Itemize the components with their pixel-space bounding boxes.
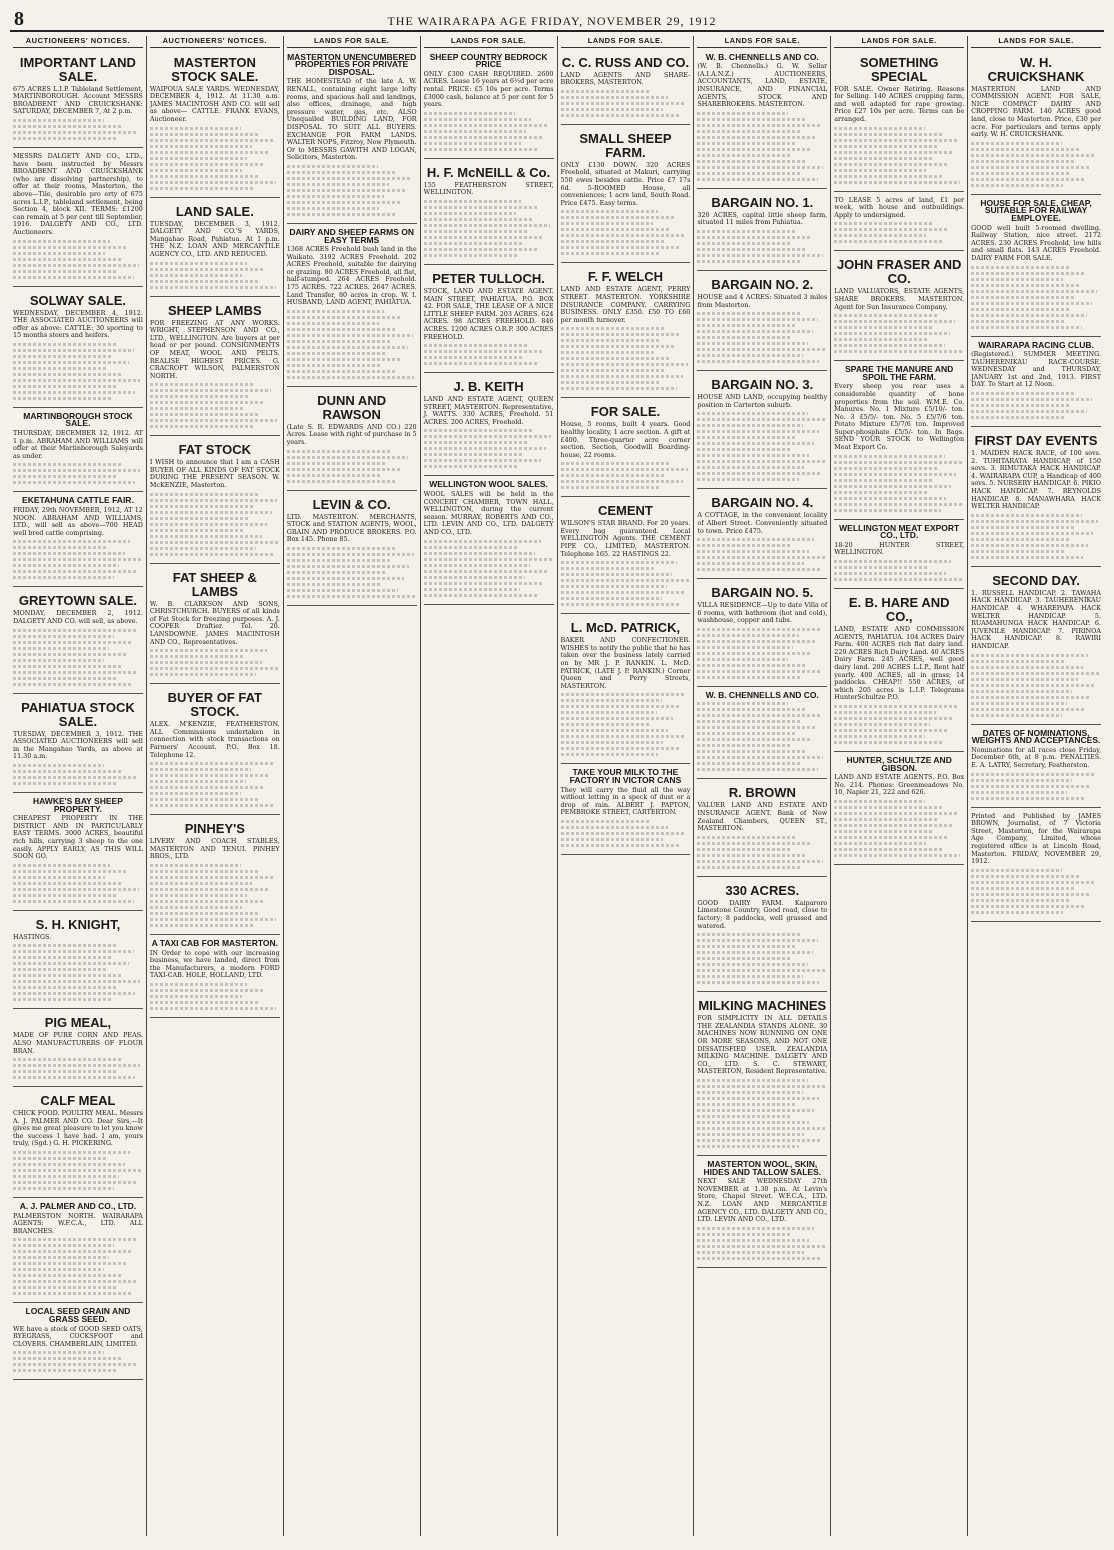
advertisement — [561, 499, 691, 614]
text-lines — [697, 836, 827, 869]
advertisement — [697, 51, 827, 189]
text-lines — [150, 864, 280, 927]
ad-body: MASTERTON LAND AND COMMISSION AGENT. FOR SALE, NICE COMPACT DAIRY AND CROPPING FARM. 140 ACRES good land, close to Masterton. Price, £30 per acre. For particulars and terms apply early. W. H. CRUICKSHANK. — [971, 84, 1101, 139]
advertisement — [13, 696, 143, 793]
advertisement — [697, 994, 827, 1156]
ad-body: BAKER AND CONFECTIONER. WISHES to notify the public that he has taken over the business lately carried on by MR J. P. RANKIN. L. McD. PATRICK, (LATE J. P. RANKIN.) Corner Queen and Perry Streets, MASTERTON. — [560, 636, 691, 690]
text-lines — [13, 540, 143, 579]
text-lines — [13, 764, 143, 785]
text-lines — [697, 230, 827, 263]
ad-body: ONLY £300 CASH REQUIRED. 2600 ACRES. Lease 16 years at 6½d per acre rental. PRICE: £5 10s per acre. Terms £3000 cash, balance at 5 per cent for 5 years. — [423, 69, 554, 109]
ad-title: BARGAIN NO. 5. — [711, 585, 814, 601]
advertisement — [13, 1011, 143, 1087]
column-1 — [10, 36, 147, 1536]
text-lines — [971, 869, 1101, 914]
page-number: 8 — [14, 8, 24, 30]
ad-body: ONLY £130 DOWN. 320 ACRES Freehold, situated at Makuri, carrying 550 ewes besides cattle. Price £7 17s 6d. 5-ROOMED House, all conveniences; 1 acre land, South Road. Price £475. Easy terms. — [560, 160, 691, 207]
ad-body: A COTTAGE, in the convenient locality of Albert Street. Conveniently situated to town. Price £475. — [697, 511, 828, 535]
ad-body: GOOD well built 5-roomed dwelling. Railway Station, nice street. 2172 ACRES. 230 ACRES Freehold, low hills and small flats. 143 ACRES Freehold. DAIRY FARM FOR SALE. — [971, 223, 1101, 262]
advertisement — [424, 161, 554, 265]
advertisement — [13, 589, 143, 693]
advertisement — [13, 410, 143, 493]
text-lines — [697, 412, 827, 481]
ad-body: (W. B. Chennells.) G. W. Sellar (A.I.A.N.Z.) AUCTIONEERS, ACCOUNTANTS, LAND, ESTATE, INSURANCE, AND FINANCIAL AGENTS, STOCK AND SHAREBROKERS. MASTERTON. — [697, 62, 828, 109]
text-lines — [697, 312, 827, 363]
advertisement — [13, 1200, 143, 1303]
text-lines — [697, 538, 827, 571]
text-lines — [561, 820, 691, 847]
text-lines — [150, 383, 280, 428]
text-lines — [424, 429, 554, 468]
text-lines — [834, 222, 964, 243]
advertisement — [13, 913, 143, 1010]
ad-title: IMPORTANT LAND SALE. — [19, 54, 136, 84]
ad-body: WE have a stock of GOOD SEED OATS, RYEGRASS, COCKSFOOT and CLOVERS. CHAMBERLAIN, LIMITED. — [13, 1324, 143, 1348]
ad-title: R. BROWN — [728, 785, 796, 801]
ad-title: LOCAL SEED GRAIN AND GRASS SEED. — [25, 1306, 131, 1325]
ad-title: CALF MEAL — [40, 1093, 116, 1109]
ad-body: THURSDAY, DECEMBER 12, 1912. AT 1 p.m. ABRAHAM AND WILLIAMS will offer at their Martinborough Saleyards as under. — [13, 429, 143, 460]
ad-title: FIRST DAY EVENTS — [974, 433, 1098, 449]
ad-body: PALMERSTON NORTH. WAIRARAPA AGENTS: W.F.C.A., LTD. ALL BRANCHES. — [13, 1211, 143, 1235]
ad-body: WOOL SALES will be held in the CONCERT CHAMBER, TOWN HALL, WELLINGTON, during the current season. MURRAY, ROBERTS AND CO., LTD. LEVIN AND CO., LTD. DALGETY AND CO., LTD. — [423, 490, 554, 537]
ad-body: WEDNESDAY, DECEMBER 4, 1912. THE ASSOCIATED AUCTIONEERS will offer as above: CATTLE: 30 sporting to 15 months steers and heifers. — [13, 308, 143, 340]
column-4 — [421, 36, 558, 1536]
text-lines — [561, 693, 691, 756]
advertisement — [287, 389, 417, 491]
ad-title: PETER TULLOCH. — [432, 270, 545, 286]
ad-title: JOHN FRASER AND CO. — [836, 257, 962, 287]
text-lines — [150, 262, 280, 289]
advertisement — [834, 522, 964, 589]
ad-body: FOR SIMPLICITY IN ALL DETAILS THE ZEALANDIA STANDS ALONE. 30 MACHINES NOW RUNNING ON ONE OR MORE SEASONS, AND NOT ONE DISSATISFIED USER. ZEALANDIA MILKING MACHINE. DALGETY AND CO., LTD. S. C. STEWART, MASTERTON, Resident Representative. — [697, 1014, 828, 1076]
advertisement — [697, 273, 827, 371]
advertisement — [697, 879, 827, 992]
text-lines — [561, 561, 691, 606]
column-heading: LANDS FOR SALE. — [287, 36, 417, 48]
text-lines — [13, 343, 143, 400]
advertisement — [150, 51, 280, 198]
ad-body: THE HOMESTEAD of the late A. W. RENALL, containing eight large lofty rooms, and spacious hall and landings, also offices, drainage, and high pressure water, gas, etc. ALSO Unequalled BUILDING LAND, FOR DISPOSAL TO SUIT ALL BUYERS. EXCHANGE FOR FARM LANDS. WALTER NOPS, Fitzroy, New Plymouth. Or to MESSRS GAWITH AND LOGAN, Solicitors, Masterton. — [286, 77, 417, 162]
column-heading: LANDS FOR SALE. — [971, 36, 1101, 48]
ad-title: SOMETHING SPECIAL — [859, 54, 939, 84]
ad-title: WELLINGTON MEAT EXPORT CO., LTD. — [839, 522, 960, 541]
advertisement — [13, 1089, 143, 1198]
column-2 — [147, 36, 284, 1536]
advertisement — [561, 616, 691, 764]
ad-body: HASTINGS. — [13, 932, 52, 941]
ad-body: I WISH to announce that I am a CASH BUYER OF ALL KINDS OF FAT STOCK DURING THE PRESENT SEASON. W. McKENZIE, Masterton. — [149, 458, 280, 490]
advertisement — [971, 810, 1101, 922]
ad-title: SPARE THE MANURE AND SPOIL THE FARM. — [845, 364, 954, 382]
ad-body: MESSRS DALGETY AND CO., LTD., have been instructed by Messrs BROADBENT AND CRUICKSHANK (who are dissolving partnership), to offer at their rooms, Masterton, the above—Tile, desirable pro erty of 675 acres L.I.P., tableland settlement, being Section 4, block XII. TERMS: £1200 can remain at 5 per cent till September, 1916. DALGETY AND CO., LTD. Auctioneers. — [13, 151, 143, 236]
advertisement — [697, 689, 827, 780]
ad-body: Nominations for all races close Friday, December 6th, at 8 p.m. PENALTIES. E. A. LATRY, Secretary, Featherston. — [971, 745, 1101, 769]
advertisement — [287, 226, 417, 387]
text-lines — [424, 540, 554, 597]
ad-title: DUNN AND RAWSON — [317, 392, 387, 422]
advertisement — [150, 817, 280, 935]
ad-title: HAWKE'S BAY SHEEP PROPERTY. — [32, 795, 123, 814]
ad-body: LIVERY AND COACH STABLES, MASTERTON AND TENUI. PINHEY BROS., LTD. — [149, 837, 280, 861]
ad-body: CHICK FOOD. POULTRY MEAL. Messrs A. J. PALMER AND CO. Dear Sirs,—It gives me great pleasure to let you know the success I have had. I am, yours truly, (Sgd.) G. H. PICKERING. — [13, 1109, 143, 1148]
text-lines — [971, 142, 1101, 187]
ad-title: HOUSE FOR SALE, CHEAP, SUITABLE FOR RAILWAY EMPLOYEE. — [980, 197, 1092, 223]
advertisement — [697, 1158, 827, 1268]
ad-body: 320 ACRES, capital little sheep farm, situated 11 miles from Pahiatua. — [697, 210, 828, 227]
text-lines — [424, 112, 554, 151]
text-lines — [697, 1227, 827, 1260]
advertisement — [971, 569, 1101, 725]
text-lines — [834, 314, 964, 353]
ad-title: MASTERTON WOOL, SKIN, HIDES AND TALLOW SALES. — [703, 1158, 822, 1177]
ad-body: TUESDAY, DECEMBER 3, 1912. DALGETY AND CO.'S YARDS, Mangahao Road, Pahiatua. At 1 p.m. THE N.Z. LOAN AND MERCANTILE AGENCY CO., LTD. AND REDUCED. — [149, 219, 280, 258]
column-3 — [284, 36, 421, 1536]
ad-title: BARGAIN NO. 3. — [711, 377, 814, 393]
text-lines — [150, 762, 280, 807]
advertisement — [834, 591, 964, 752]
ad-title: TAKE YOUR MILK TO THE FACTORY IN VICTOR CANS — [569, 767, 682, 785]
ad-title: MILKING MACHINES — [698, 998, 827, 1014]
ad-body: 1368 ACRES Freehold bush land in the Waikato. 3192 ACRES Freehold. 202 ACRES Freehold, suitable for dairying or grazing. 80 ACRES Freehold, all flat, half-stumped. 264 ACRES Freehold. 175 ACRES. 722 ACRES. 2647 ACRES. Land Transfer, 80 acres in crop. W. I. HUSBAND, LAND AGENT, PAHIATUA. — [286, 245, 417, 307]
ad-title: PIG MEAL, — [44, 1015, 112, 1031]
ad-body: WILSON'S STAR BRAND. For 20 years. Every bag guaranteed. Local WELLINGTON Agents. THE CEMENT PIPE CO., LIMITED, MASTERTON. Telephone 165. 22 HASTINGS 22. — [560, 519, 691, 558]
text-lines — [287, 547, 417, 598]
ad-title: CEMENT — [597, 503, 653, 519]
column-8 — [968, 36, 1104, 1536]
columns — [10, 36, 1104, 1536]
text-lines — [697, 628, 827, 679]
ad-title: C. C. RUSS AND CO. — [561, 54, 690, 70]
ad-body: MONDAY, DECEMBER 2, 1912. DALGETY AND CO. will sell, as above. — [13, 609, 143, 625]
ad-title: MARTINBOROUGH STOCK SALE. — [23, 410, 133, 429]
text-lines — [834, 705, 964, 744]
advertisement — [424, 51, 554, 159]
advertisement — [697, 191, 827, 271]
text-lines — [561, 210, 691, 255]
advertisement — [13, 150, 143, 287]
ad-title: E. B. HARE AND CO., — [848, 595, 950, 625]
ad-title: A. J. PALMER AND CO., LTD. — [19, 1201, 137, 1212]
ad-body: LAND AND ESTATE AGENT, QUEEN STREET, MASTERTON. Representative, J. WATTS. 330 ACRES, Freehold. 51 ACRES. 200 ACRES, Freehold. — [423, 395, 554, 426]
ad-body: 1. MAIDEN HACK RACE, of 100 sovs. 2. TUHITARATA HANDICAP, of 150 sovs. 3. RIMUTAKA HACK HANDICAP. 4. WAIRARAPA CUP, a Handicap of 400 sovs. 5. NURSERY HANDICAP. 6. PIKIO HACK HANDICAP. 7. REYNOLDS HANDICAP. 8. MANAWHARA HACK WELTER HANDICAP. — [971, 449, 1101, 511]
ad-title: A TAXI CAB FOR MASTERTON. — [151, 937, 279, 948]
ad-title: LAND SALE. — [175, 203, 254, 219]
advertisement — [971, 339, 1101, 428]
ad-body: LAND AND ESTATE AGENT, PERRY STREET MASTERTON. YORKSHIRE INSURANCE COMPANY. CARRYING BUSINESS. ONLY £350. £50 TO £60 per month turnover. — [560, 285, 691, 324]
advertisement — [971, 51, 1101, 195]
advertisement — [561, 400, 691, 497]
ad-body: Every sheep you rear uses a considerable quantity of bone properties from the soil. W.M.E. Co. Manures. No. 1 Mixture £5/10/- ton. No. 3 £5/5/- ton. No. 5 £5/7/6 ton. Potato Mixture £5/7/6 ton. Improved Super-phosphate £5/5/- ton. In Bags. SEND YOUR STOCK to Wellington Meat Export Co. — [834, 382, 965, 452]
text-lines — [971, 514, 1101, 559]
column-heading: LANDS FOR SALE. — [834, 36, 964, 48]
text-lines — [561, 327, 691, 390]
text-lines — [150, 127, 280, 190]
masthead — [10, 8, 1104, 32]
ad-title: FOR SALE. — [590, 404, 661, 420]
ad-title: PINHEY'S — [184, 821, 245, 837]
ad-body: 18-20 HUNTER STREET, WELLINGTON. — [834, 540, 965, 557]
ad-title: FAT SHEEP & LAMBS — [172, 569, 257, 599]
ad-body: HOUSE AND LAND, occupying healthy position in Carterton suburb. — [697, 393, 828, 409]
text-lines — [971, 266, 1101, 329]
column-heading: LANDS FOR SALE. — [697, 36, 827, 48]
ad-body: ALEX. M'KENZIE, FEATHERSTON. ALL Commissions undertaken in connection with stock transactions on Farmers' Account. P.O. Box 18. Telephone 12. — [149, 720, 280, 759]
text-lines — [13, 629, 143, 686]
column-5 — [558, 36, 695, 1536]
ad-title: DAIRY AND SHEEP FARMS ON EASY TERMS — [289, 226, 415, 245]
column-6 — [694, 36, 831, 1536]
advertisement — [150, 438, 280, 563]
ad-title: EKETAHUNA CATTLE FAIR. — [22, 495, 134, 506]
text-lines — [561, 90, 691, 117]
text-lines — [697, 1079, 827, 1148]
text-lines — [13, 119, 143, 140]
advertisement — [150, 299, 280, 437]
ad-title: BARGAIN NO. 1. — [711, 194, 814, 210]
ad-body: FOR SALE. Owner Retiring. Reasons for Selling. 140 ACRES cropping farm, and well adapted for rape growing. Price £27 10s per acre. Terms can be arranged. — [834, 84, 965, 123]
ad-body: W. B. CLARKSON AND SONS, CHRISTCHURCH. BUYERS of all kinds of Fat Stock for freezing purposes. A. J. COOPER Draftier. Tel. 20. LANSDOWNE. JAMES MACINTOSH AND CO., Representatives. — [149, 599, 280, 646]
advertisement — [287, 493, 417, 606]
ad-title: SHEEP COUNTRY BEDROCK PRICE — [429, 51, 548, 70]
ad-body: LTD. MASTERTON. MERCHANTS, STOCK and STATION AGENTS, WOOL, GRAIN AND PRODUCE BROKERS. P.O. Box 145. Phone 85. — [286, 512, 417, 544]
text-lines — [150, 493, 280, 556]
column-7 — [831, 36, 968, 1536]
ad-body: They will carry the fluid all the way without letting in a speck of dust or a drop of rain. ALBERT J. PAPTON, PEMBROKE STREET, CARTERTON. — [560, 785, 691, 817]
ad-title: BUYER OF FAT STOCK. — [167, 690, 262, 720]
ad-body: VALUER LAND AND ESTATE AND INSURANCE AGENT. Bank of New Zealand Chambers, QUEEN ST., MASTERTON. — [697, 801, 828, 833]
ad-title: S. H. KNIGHT, — [35, 916, 121, 932]
text-lines — [13, 240, 143, 279]
advertisement — [424, 267, 554, 373]
ad-body: WAIPOUA SALE YARDS. WEDNESDAY, DECEMBER 4, 1912. At 11.30 a.m. JAMES MACINTOSH AND CO. will sell as above— CATTLE. FRANK EVANS, Auctioneer. — [149, 84, 280, 123]
text-lines — [13, 1238, 143, 1295]
ad-title: PAHIATUA STOCK SALE. — [21, 699, 135, 729]
column-heading: LANDS FOR SALE. — [561, 36, 691, 48]
advertisement — [13, 1305, 143, 1380]
ad-title: FAT STOCK — [178, 442, 252, 458]
ad-body: LAND VALUATORS, ESTATE AGENTS, SHARE BROKERS. MASTERTON. Agent for Sun Insurance Company. — [834, 287, 965, 311]
advertisement — [971, 429, 1101, 567]
text-lines — [287, 450, 417, 483]
ad-title: GREYTOWN SALE. — [18, 593, 138, 609]
column-heading: AUCTIONEERS' NOTICES. — [13, 36, 143, 48]
advertisement — [834, 363, 964, 520]
advertisement — [834, 51, 964, 192]
ad-body: FOR FREEZING AT ANY WORKS. WRIGHT, STEPHENSON AND CO., LTD., WELLINGTON. Are buyers at per head or per pound. CONSIGNMENTS OF MEAT, WOOL AND PELTS. REALISE HIGHEST PRICES. G. CRACROFT WILSON, PALMERSTON NORTH. — [149, 318, 280, 380]
text-lines — [13, 864, 143, 903]
ad-body: TO LEASE 5 acres of land, £1 per week, with house and outbuildings. Apply to undersigned. — [834, 195, 965, 219]
advertisement — [13, 494, 143, 587]
text-lines — [13, 463, 143, 484]
text-lines — [697, 702, 827, 771]
text-lines — [424, 344, 554, 365]
text-lines — [150, 983, 280, 1010]
advertisement — [971, 727, 1101, 808]
text-lines — [834, 127, 964, 184]
ad-title: W. B. CHENNELLS AND CO. — [705, 689, 819, 700]
ad-body: NEXT SALE WEDNESDAY 27th NOVEMBER at 1.30 p.m. At Levin's Store, Chapel Street. W.F.C.A., LTD. N.Z. LOAN AND MERCANTILE AGENCY CO., LTD. DALGETY AND CO., LTD. LEVIN AND CO., LTD. — [697, 1177, 828, 1224]
ad-title: LEVIN & CO. — [312, 496, 391, 512]
text-lines — [697, 933, 827, 984]
advertisement — [561, 766, 691, 855]
text-lines — [834, 560, 964, 581]
ad-title: MASTERTON STOCK SALE. — [171, 54, 259, 84]
ad-title: F. F. WELCH — [587, 269, 663, 285]
advertisement — [834, 194, 964, 252]
ad-body: FRIDAY, 29th NOVEMBER, 1912, AT 12 NOON. ABRAHAM AND WILLIAMS, LTD., will sell as above—700 HEAD well bred cattle comprising. — [13, 506, 143, 537]
text-lines — [13, 1351, 143, 1372]
text-lines — [971, 392, 1101, 419]
advertisement — [287, 51, 417, 224]
text-lines — [834, 455, 964, 512]
ad-title: WAIRARAPA RACING CLUB. — [978, 339, 1094, 350]
ad-body: LAND AND ESTATE AGENTS. P.O. Box No. 214. Phones: Greenmeadows No. 10, Napier 21, 222 and 626. — [834, 773, 965, 797]
advertisement — [697, 581, 827, 687]
ad-title: SMALL SHEEP FARM. — [579, 130, 672, 160]
text-lines — [13, 944, 143, 1001]
ad-body: IN Order to cope with our increasing business, we have landed, direct from the Manufacturers, a modern FORD TAXI-CAB. HOLE, HOLLAND, LTD. — [149, 948, 280, 980]
ad-body: TUESDAY, DECEMBER 3, 1912. THE ASSOCIATED AUCTIONEERS will sell in the Mangahao Yards, as above at 11.30 a.m. — [13, 729, 143, 761]
ad-body: (Late S. R. EDWARDS AND CO.) 220 Acres. Lease with right of purchase in 5 years. — [286, 422, 417, 447]
advertisement — [561, 127, 691, 264]
masthead-title: THE WAIRARAPA AGE FRIDAY, NOVEMBER 29, 1912 — [387, 14, 717, 28]
advertisement — [971, 197, 1101, 337]
ad-title: BARGAIN NO. 4. — [711, 495, 814, 511]
text-lines — [971, 773, 1101, 800]
ad-body: MADE OF PURE CORN AND PEAS. ALSO MANUFACTURERS OF FLOUR BRAN. — [13, 1031, 143, 1055]
advertisement — [13, 795, 143, 911]
ad-title: DATES OF NOMINATIONS, WEIGHTS AND ACCEPTANCES. — [971, 727, 1101, 746]
advertisement — [561, 51, 691, 125]
advertisement — [697, 781, 827, 876]
text-lines — [287, 310, 417, 379]
advertisement — [150, 566, 280, 685]
ad-body: 1. RUSSELL HANDICAP. 2. TAWAHA HACK HANDICAP. 3. TAUHERENIKAU HANDICAP. 4. WHAREPAPA HACK WELTER HANDICAP. 5. RUAMAHUNGA HACK HANDICAP. 6. JUVENILE HANDICAP. 7. PIRINOA HACK HANDICAP. 8. RAWIRI HANDICAP. — [971, 588, 1101, 650]
advertisement — [150, 200, 280, 297]
column-heading: LANDS FOR SALE. — [424, 36, 554, 48]
column-heading: AUCTIONEERS' NOTICES. — [150, 36, 280, 48]
advertisement — [424, 478, 554, 604]
text-lines — [13, 1058, 143, 1079]
advertisement — [697, 373, 827, 489]
ad-title: J. B. KEITH — [453, 379, 524, 395]
advertisement — [834, 754, 964, 865]
ad-title: 330 ACRES. — [725, 882, 800, 898]
text-lines — [697, 112, 827, 181]
ad-title: H. F. McNEILL & Co. — [426, 164, 551, 180]
ad-body: LAND, ESTATE AND COMMISSION AGENTS, PAHIATUA. 104 ACRES Dairy Farm. 400 ACRES rich flat dairy land. 220 ACRES Rich Dairy Land. 40 ACRES Dairy Farm. 245 ACRES, well good dairy land. 200 ACRES L.I.P., Rent half yearly. 400 ACRES, all in grass; 14 paddocks. CHEAP!! 550 ACRES, of which 205 acres is L.I.P. Telegrams HunterSchultze P.O. — [834, 625, 965, 702]
advertisement — [834, 253, 964, 361]
ad-body: LAND AGENTS AND SHARE-BROKERS, MASTERTON. — [560, 70, 691, 87]
ad-body: (Registered.) SUMMER MEETING. TAUHERENIKAU RACE-COURSE. WEDNESDAY and THURSDAY, JANUARY 1st and 2nd, 1913. FIRST DAY. To Start at 12 Noon. — [971, 350, 1101, 389]
ad-title: HUNTER, SCHULTZE AND GIBSON. — [846, 754, 952, 773]
ad-title: BARGAIN NO. 2. — [711, 276, 814, 292]
text-lines — [561, 462, 691, 489]
advertisement — [150, 686, 280, 815]
ad-title: W. B. CHENNELLS AND CO. — [705, 51, 819, 62]
text-lines — [834, 800, 964, 857]
advertisement — [13, 51, 143, 148]
ad-body: VILLA RESIDENCE—Up to date Villa of 6 rooms, with bathroom (hot and cold), washhouse, copper and tubs. — [697, 601, 828, 625]
ad-body: 155 FEATHERSTON STREET, WELLINGTON. — [423, 180, 554, 197]
ad-title: MASTERTON UNENCUMBERED PROPERTIES FOR PRIVATE DISPOSAL. — [287, 51, 417, 77]
ad-body: Printed and Published by JAMES BROWN, Journalist, of 7 Victoria Street, Masterton, for the Wairarapa Age Company, Limited, whose registered office is at Lincoln Road, Masterton. FRIDAY, NOVEMBER 29, 1912. — [971, 811, 1101, 866]
ad-title: L. McD. PATRICK, — [570, 620, 681, 636]
ad-title: SECOND DAY. — [992, 572, 1080, 588]
ad-title: SHEEP LAMBS — [167, 302, 262, 318]
ad-title: SOLWAY SALE. — [29, 292, 126, 308]
ad-title: W. H. CRUICKSHANK — [987, 54, 1085, 84]
advertisement — [424, 375, 554, 476]
text-lines — [424, 200, 554, 257]
advertisement — [150, 937, 280, 1018]
text-lines — [13, 1151, 143, 1190]
ad-body: 675 ACRES L.I.P. Tableland Settlement, MARTINBOROUGH. Account MESSRS BROADBENT AND CRUICKSHANK: SATURDAY, DECEMBER 7, At 2 p.m. — [13, 84, 143, 116]
ad-title: WELLINGTON WOOL SALES. — [429, 479, 548, 490]
advertisement — [697, 491, 827, 579]
ad-body: GOOD DAIRY FARM. Kaiparoro Limestone Country, Good road, close to factory; 8 paddocks, well grassed and watered. — [697, 898, 828, 930]
ad-body: CHEAPEST PROPERTY IN THE DISTRICT AND IN PARTICULARLY EASY TERMS. 3000 ACRES, beautiful rich hills, carrying 3 sheep to the one easily. APPLY EARLY, AS THIS WILL SOON GO. — [13, 814, 143, 861]
text-lines — [150, 649, 280, 676]
text-lines — [971, 654, 1101, 717]
advertisement — [13, 289, 143, 408]
advertisement — [561, 265, 691, 398]
text-lines — [287, 165, 417, 216]
ad-body: STOCK, LAND AND ESTATE AGENT. MAIN STREET, PAHIATUA. P.O. BOX 42. FOR SALE, THE LEASE OF A NICE LITTLE SHEEP FARM. 203 ACRES. 624 ACRES. 98 ACRES FREEHOLD. 846 ACRES. 1200 ACRES O.R.P. 300 ACRES FREEHOLD. — [423, 286, 554, 341]
ad-body: House, 5 rooms, built 4 years. Good healthy locality, 1 acre section. A gift at £400. Three-quarter acre corner section. Section, Goodwill Boarding-house, 22 rooms. — [560, 420, 691, 459]
ad-body: HOUSE and 4 ACRES: Situated 3 miles from Masterton. — [697, 292, 828, 309]
